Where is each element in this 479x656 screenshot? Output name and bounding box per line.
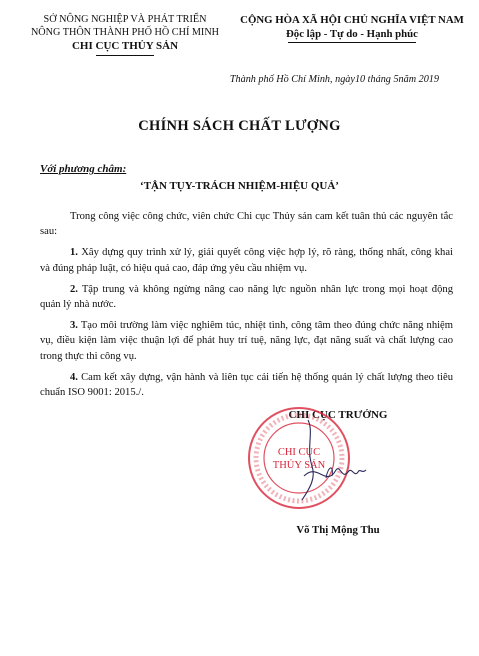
policy-item-text: Cam kết xây dựng, vận hành và liên tục cải tiến hệ thống quản lý chất lượng theo tiêu chuẩn ISO 9001: 2015./. (40, 371, 453, 399)
policy-item-text: Tập trung và không ngừng nâng cao năng lực nguồn nhân lực trong mọi hoạt động quản lý nhà nước. (40, 283, 453, 311)
policy-item-number: 3. (70, 320, 78, 332)
national-header (226, 13, 478, 43)
dateline-day: 10 (354, 74, 366, 85)
nation-name: CỘNG HÒA XÃ HỘI CHỦ NGHĨA VIỆT NAM (240, 14, 464, 26)
policy-item (40, 370, 453, 400)
policy-item-number: 2. (70, 283, 78, 295)
seal-line-1: CHI CỤC (277, 447, 321, 458)
signer-title: CHI CỤC TRƯỞNG (288, 409, 388, 421)
slogan: ‘TẬN TỤY-TRÁCH NHIỆM-HIỆU QUẢ’ (140, 180, 339, 192)
agency-underline (96, 55, 154, 56)
agency-header (18, 13, 232, 56)
dateline (230, 74, 439, 85)
policy-item (40, 245, 453, 275)
dateline-month-label: tháng (365, 74, 394, 85)
handwritten-signature (296, 418, 368, 504)
agency-line-2: NÔNG THÔN THÀNH PHỐ HỒ CHÍ MINH (30, 27, 220, 38)
policy-item-number: 1. (70, 247, 78, 259)
policy-item-text: Xây dựng quy trình xử lý, giải quyết công việc hợp lý, rõ ràng, thống nhất, công khai và đúng pháp luật, có hiệu quả cao, đáp ứng yêu cầu nhiệm vụ. (40, 247, 453, 274)
policy-item-text: Tạo môi trường làm việc nghiêm túc, nhiệt tình, công tâm theo đúng chức năng nhiệm vụ, điều kiện làm việc thuận lợi để phát huy trí tuệ, năng lực, đạt năng suất và chất lượng cao trong thực thi công vụ. (40, 320, 453, 362)
dateline-month: 5 (393, 74, 399, 85)
policy-item (40, 282, 453, 312)
policy-item (40, 318, 453, 364)
nation-motto: Độc lập - Tự do - Hạnh phúc (286, 28, 418, 40)
document-body (40, 209, 453, 406)
policy-item-number: 4. (70, 371, 78, 383)
seal-line-2: THỦY SẢN (272, 460, 326, 471)
lead-label: Với phương châm: (40, 163, 127, 175)
motto-underline (288, 42, 416, 43)
document-title: CHÍNH SÁCH CHẤT LƯỢNG (138, 118, 341, 134)
agency-line-1: SỞ NÔNG NGHIỆP VÀ PHÁT TRIỂN (43, 14, 207, 25)
dateline-prefix: Thành phố Hồ Chí Minh, ngày (229, 74, 355, 85)
agency-unit: CHI CỤC THỦY SẢN (71, 40, 179, 52)
dateline-year: năm 2019 (398, 74, 439, 85)
signer-name: Võ Thị Mộng Thu (296, 524, 380, 536)
intro-paragraph: Trong công việc công chức, viên chức Chi cục Thủy sản cam kết tuân thủ các nguyên tắc sau: (40, 211, 453, 238)
